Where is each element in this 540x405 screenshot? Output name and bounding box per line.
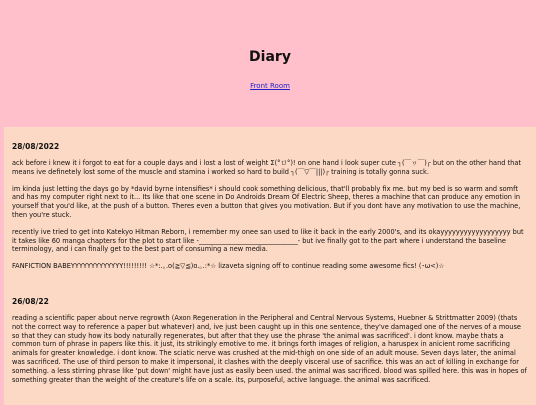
diary-entry: [4, 142, 536, 271]
diary-content: [4, 127, 536, 405]
entry-paragraph: im kinda just letting the days go by *david byrne intensifies* i should cook something delicious, that'll probably fix me. but my bed is so warm and somft and has my computer right next to it... Its like that one scene in Do Androids Dream Of Electric Sheep, theres a machine that can produce any emotion in yourself that you'd like, at the push of a button. Theres even a button that gives you motivation. But if you dont have any motivation to use the machine, then you're stuck.: [12, 184, 521, 219]
front-room-link[interactable]: Front Room: [250, 82, 290, 90]
entry-paragraph: reading a scientific paper about nerve regrowth (Axon Regeneration in the Peripheral and Central Nervous Systems, Huebner & Strittmatter 2009) (thats not the correct way to reference a paper but whatever) and, ive just been caught up in this one sentence, they've damaged one of the nerves of a mouse so that they can study how its body naturally regenerates, but after that they use the phrase 'the animal was sacrificed'. i dont know. maybe thats a common turn of phrase in papers like this. it just, its strikingly emotive to me. it brings forth images of religion, a haruspex in anicient rome sacrificing animals for greater knowledge. i dont know. The sciatic nerve was crushed at the mid-thigh on one side of an adult mouse. Seven days later, the animal was sacrificed. The use of third person to make it impersonal, it clashes with the deeply visceral use of sacrifice. this was an act of killing in exchange for something. a less stirring phrase like 'put down' might have just as easily been used. the animal was sacrificed. blood was spilled here. this was in hopes of something greater than the weight of the creature's life on a scale. its, purposeful, active language. the animal was sacrificed.: [12, 313, 527, 384]
entry-paragraph: FANFICTION BABEYYYYYYYYYYYYY!!!!!!!!! ☆*:.｡.o(≧▽≦)o.｡.:*☆ lizaveta signing off to continue reading some awesome fics! (･ω<)☆: [12, 262, 445, 271]
page-header: [0, 0, 540, 92]
entry-date: 26/08/22: [12, 296, 49, 306]
page-title: Diary: [249, 49, 291, 65]
entry-paragraph: recently ive tried to get into Katekyo Hitman Reborn, i remember my onee san used to like it back in the early 2000's, and its okayyyyyyyyyyyyyyyyyy but it takes like 60 manga chapters for the plot to start like -______________________________- but ive finally got to the part where i understand the baseline terminology, and i can finally get to the best part of consuming a new media.: [12, 227, 524, 254]
diary-entry: [4, 297, 536, 384]
entry-date: 28/08/2022: [12, 142, 60, 151]
entry-paragraph: ack before i knew it i forgot to eat for a couple days and i lost a lost of weight Σ(°ロ°)! on one hand i look super cute ┐(￣ヮ￣)┌ but on the other hand that means ive definetely lost some of the muscle and stamina i worked so hard to build ┐(￣▽￣|||)┌ training is totally gonna suck.: [12, 159, 521, 176]
